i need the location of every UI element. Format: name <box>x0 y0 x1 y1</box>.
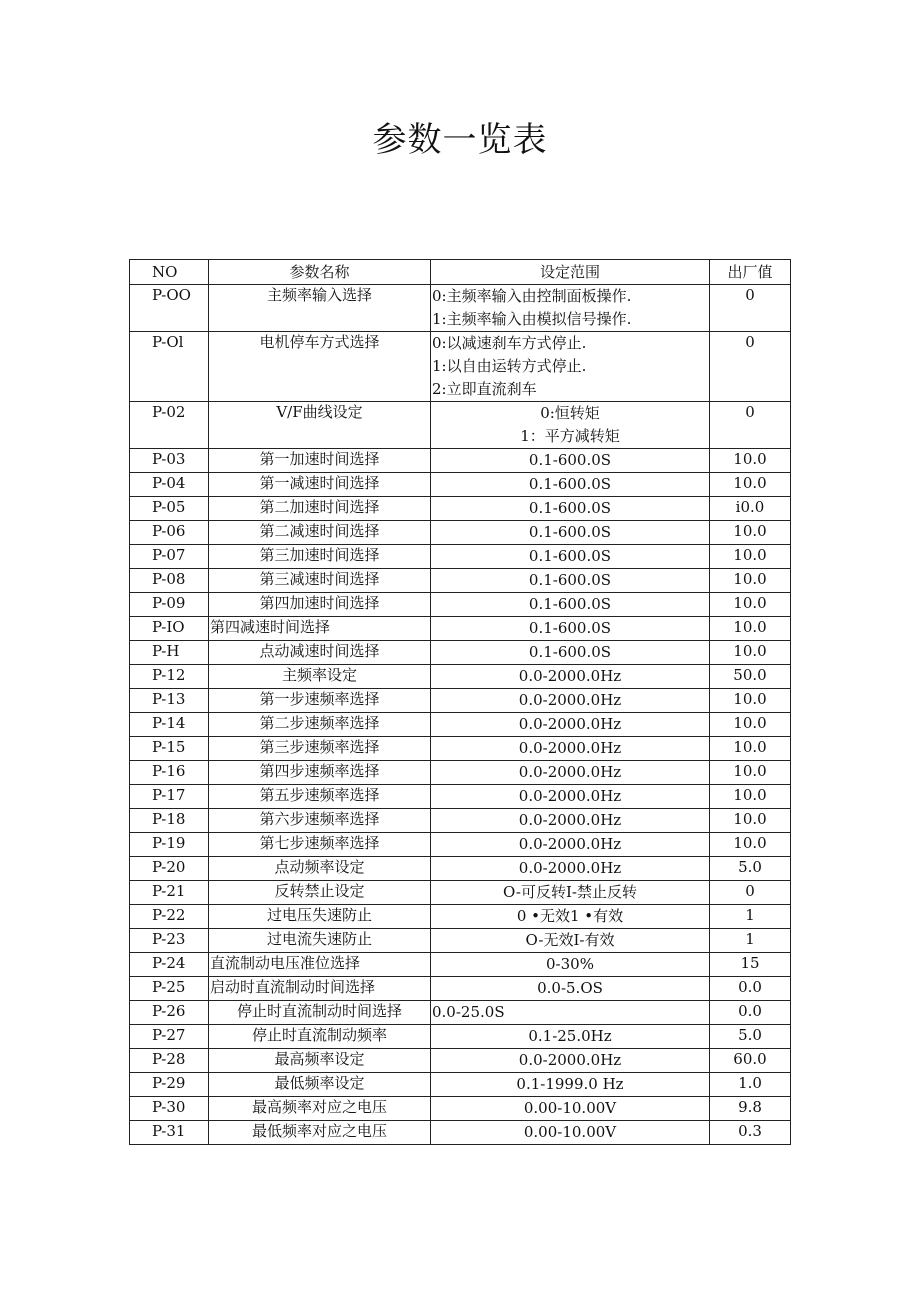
range-line: 2:立即直流刹车 <box>432 380 537 398</box>
param-name: 停止时直流制动时间选择 <box>209 1001 431 1025</box>
range-line: 0.0-2000.0Hz <box>518 691 622 709</box>
param-name: 第五步速频率选择 <box>209 785 431 809</box>
parameter-table-body <box>130 260 791 1145</box>
param-default: 5.0 <box>710 1025 791 1049</box>
range-line: 0.1-600.0S <box>528 451 612 469</box>
param-default: 10.0 <box>710 833 791 857</box>
param-default: 10.0 <box>710 785 791 809</box>
param-range <box>431 1001 710 1025</box>
param-name: 第四步速频率选择 <box>209 761 431 785</box>
header-name: 参数名称 <box>209 260 431 285</box>
param-name: 第三减速时间选择 <box>209 569 431 593</box>
param-name: 第一减速时间选择 <box>209 473 431 497</box>
range-line: 0.1-600.0S <box>528 547 612 565</box>
param-name: 主频率设定 <box>209 665 431 689</box>
table-row <box>130 593 791 617</box>
table-row <box>130 285 791 332</box>
table-row <box>130 473 791 497</box>
param-name: 最高频率对应之电压 <box>209 1097 431 1121</box>
param-no: P-26 <box>130 1001 209 1025</box>
table-row <box>130 785 791 809</box>
table-row <box>130 833 791 857</box>
param-no: P-09 <box>130 593 209 617</box>
param-default: 10.0 <box>710 617 791 641</box>
param-no: P-27 <box>130 1025 209 1049</box>
param-no: P-05 <box>130 497 209 521</box>
range-line: 0:恒转矩 <box>540 404 600 422</box>
table-row <box>130 617 791 641</box>
param-default: 0.0 <box>710 977 791 1001</box>
table-row <box>130 521 791 545</box>
table-row <box>130 1121 791 1145</box>
param-name: 过电压失速防止 <box>209 905 431 929</box>
table-row <box>130 713 791 737</box>
range-line: 0.0-2000.0Hz <box>518 763 622 781</box>
range-line: 0.1-600.0S <box>528 499 612 517</box>
parameter-table <box>129 259 791 1145</box>
range-line: 0.0-2000.0Hz <box>518 859 622 877</box>
param-name: 第四加速时间选择 <box>209 593 431 617</box>
param-range <box>431 833 710 857</box>
param-no: P-13 <box>130 689 209 713</box>
table-row <box>130 1049 791 1073</box>
range-line: 1:以自由运转方式停止. <box>432 357 587 375</box>
param-name: 点动频率设定 <box>209 857 431 881</box>
param-range <box>431 617 710 641</box>
param-range <box>431 593 710 617</box>
table-row <box>130 689 791 713</box>
param-name: 主频率输入选择 <box>209 285 431 332</box>
param-no: P-22 <box>130 905 209 929</box>
param-default: 10.0 <box>710 761 791 785</box>
table-row <box>130 569 791 593</box>
range-line: 0:以减速刹车方式停止. <box>432 334 587 352</box>
table-row <box>130 641 791 665</box>
param-name: 第二减速时间选择 <box>209 521 431 545</box>
param-range <box>431 713 710 737</box>
range-line: 0.0-25.0S <box>432 1003 505 1021</box>
param-no: P-15 <box>130 737 209 761</box>
range-line: 1:主频率输入由模拟信号操作. <box>432 310 632 328</box>
param-default: 0 <box>710 402 791 449</box>
param-no: P-03 <box>130 449 209 473</box>
param-no: P-29 <box>130 1073 209 1097</box>
range-line: 0.0-2000.0Hz <box>518 739 622 757</box>
param-range <box>431 953 710 977</box>
param-no: P-25 <box>130 977 209 1001</box>
table-row <box>130 545 791 569</box>
param-default: 10.0 <box>710 641 791 665</box>
param-name: 直流制动电压准位选择 <box>209 953 431 977</box>
param-range <box>431 809 710 833</box>
param-range <box>431 857 710 881</box>
param-name: V/F曲线设定 <box>209 402 431 449</box>
param-name: 第六步速频率选择 <box>209 809 431 833</box>
param-no: P-07 <box>130 545 209 569</box>
param-range <box>431 521 710 545</box>
range-line: 0 •无效1 •有效 <box>516 907 624 925</box>
table-row <box>130 881 791 905</box>
param-no: P-H <box>130 641 209 665</box>
range-line: O-可反转I-禁止反转 <box>503 883 637 901</box>
header-default: 出厂值 <box>710 260 791 285</box>
param-range <box>431 1025 710 1049</box>
table-row <box>130 1025 791 1049</box>
param-no: P-IO <box>130 617 209 641</box>
param-name: 最低频率设定 <box>209 1073 431 1097</box>
range-line: 0.0-2000.0Hz <box>518 835 622 853</box>
param-default: 10.0 <box>710 713 791 737</box>
param-default: 1 <box>710 929 791 953</box>
table-header-row <box>130 260 791 285</box>
param-range <box>431 1097 710 1121</box>
range-line: 0-30% <box>546 955 594 973</box>
param-no: P-24 <box>130 953 209 977</box>
param-range <box>431 332 710 402</box>
param-default: i0.0 <box>710 497 791 521</box>
range-line: 0.0-2000.0Hz <box>518 811 622 829</box>
param-range <box>431 881 710 905</box>
range-line: 0.1-600.0S <box>528 475 612 493</box>
range-line: O-无效I-有效 <box>525 931 615 949</box>
range-line: 0.0-2000.0Hz <box>518 667 622 685</box>
param-name: 启动时直流制动时间选择 <box>209 977 431 1001</box>
param-default: 10.0 <box>710 449 791 473</box>
param-no: P-31 <box>130 1121 209 1145</box>
param-no: P-17 <box>130 785 209 809</box>
table-row <box>130 809 791 833</box>
param-default: 10.0 <box>710 545 791 569</box>
param-default: 10.0 <box>710 737 791 761</box>
range-line: 0.0-2000.0Hz <box>518 715 622 733</box>
param-default: 1.0 <box>710 1073 791 1097</box>
range-line: 1：平方减转矩 <box>520 427 620 445</box>
param-default: 10.0 <box>710 569 791 593</box>
param-name: 第三加速时间选择 <box>209 545 431 569</box>
param-default: 0 <box>710 285 791 332</box>
table-row <box>130 449 791 473</box>
table-row <box>130 1073 791 1097</box>
table-row <box>130 497 791 521</box>
range-line: 0.1-600.0S <box>528 523 612 541</box>
param-name: 过电流失速防止 <box>209 929 431 953</box>
param-default: 0 <box>710 881 791 905</box>
table-row <box>130 1097 791 1121</box>
range-line: 0.1-600.0S <box>528 619 612 637</box>
range-line: 0.1-600.0S <box>528 643 612 661</box>
param-name: 停止时直流制动频率 <box>209 1025 431 1049</box>
param-default: 5.0 <box>710 857 791 881</box>
param-range <box>431 402 710 449</box>
param-name: 第一步速频率选择 <box>209 689 431 713</box>
param-default: 10.0 <box>710 473 791 497</box>
param-no: P-20 <box>130 857 209 881</box>
range-line: 0.1-600.0S <box>528 595 612 613</box>
param-name: 点动减速时间选择 <box>209 641 431 665</box>
param-no: P-23 <box>130 929 209 953</box>
param-default: 0.3 <box>710 1121 791 1145</box>
table-row <box>130 402 791 449</box>
param-no: P-16 <box>130 761 209 785</box>
param-name: 最高频率设定 <box>209 1049 431 1073</box>
table-row <box>130 665 791 689</box>
param-name: 第二加速时间选择 <box>209 497 431 521</box>
param-no: P-18 <box>130 809 209 833</box>
param-name: 电机停车方式选择 <box>209 332 431 402</box>
param-name: 最低频率对应之电压 <box>209 1121 431 1145</box>
table-row <box>130 737 791 761</box>
param-no: P-21 <box>130 881 209 905</box>
param-default: 0.0 <box>710 1001 791 1025</box>
param-range <box>431 977 710 1001</box>
param-range <box>431 449 710 473</box>
param-default: 15 <box>710 953 791 977</box>
param-range <box>431 1073 710 1097</box>
table-row <box>130 953 791 977</box>
table-row <box>130 857 791 881</box>
param-range <box>431 285 710 332</box>
param-default: 50.0 <box>710 665 791 689</box>
param-range <box>431 641 710 665</box>
table-row <box>130 977 791 1001</box>
param-range <box>431 689 710 713</box>
param-name: 第七步速频率选择 <box>209 833 431 857</box>
param-no: P-28 <box>130 1049 209 1073</box>
param-range <box>431 497 710 521</box>
param-name: 反转禁止设定 <box>209 881 431 905</box>
param-name: 第四减速时间选择 <box>209 617 431 641</box>
param-default: 10.0 <box>710 809 791 833</box>
param-default: 60.0 <box>710 1049 791 1073</box>
param-no: P-04 <box>130 473 209 497</box>
page-title: 参数一览表 <box>372 120 548 160</box>
table-row <box>130 332 791 402</box>
header-range: 设定范围 <box>431 260 710 285</box>
range-line: 0.00-10.00V <box>523 1099 617 1117</box>
param-default: 0 <box>710 332 791 402</box>
param-name: 第三步速频率选择 <box>209 737 431 761</box>
range-line: 0.0-2000.0Hz <box>518 787 622 805</box>
param-default: 9.8 <box>710 1097 791 1121</box>
param-name: 第二步速频率选择 <box>209 713 431 737</box>
param-default: 10.0 <box>710 689 791 713</box>
table-row <box>130 929 791 953</box>
range-line: 0:主频率输入由控制面板操作. <box>432 287 632 305</box>
param-no: P-19 <box>130 833 209 857</box>
param-no: P-06 <box>130 521 209 545</box>
param-no: P-08 <box>130 569 209 593</box>
param-range <box>431 905 710 929</box>
param-range <box>431 737 710 761</box>
range-line: 0.0-2000.0Hz <box>518 1051 622 1069</box>
param-default: 1 <box>710 905 791 929</box>
param-no: P-12 <box>130 665 209 689</box>
param-no: P-02 <box>130 402 209 449</box>
param-name: 第一加速时间选择 <box>209 449 431 473</box>
param-range <box>431 473 710 497</box>
table-row <box>130 1001 791 1025</box>
header-no: NO <box>130 260 209 285</box>
param-range <box>431 1121 710 1145</box>
param-range <box>431 1049 710 1073</box>
table-row <box>130 761 791 785</box>
param-default: 10.0 <box>710 521 791 545</box>
range-line: 0.00-10.00V <box>523 1123 617 1141</box>
param-no: P-14 <box>130 713 209 737</box>
param-range <box>431 569 710 593</box>
param-range <box>431 785 710 809</box>
param-no: P-30 <box>130 1097 209 1121</box>
param-default: 10.0 <box>710 593 791 617</box>
param-no: P-Ol <box>130 332 209 402</box>
range-line: 0.1-600.0S <box>528 571 612 589</box>
table-row <box>130 905 791 929</box>
range-line: 0.1-1999.0 Hz <box>516 1075 624 1093</box>
param-range <box>431 761 710 785</box>
param-range <box>431 545 710 569</box>
param-no: P-OO <box>130 285 209 332</box>
param-range <box>431 665 710 689</box>
range-line: 0.1-25.0Hz <box>528 1027 612 1045</box>
range-line: 0.0-5.OS <box>537 979 603 997</box>
param-range <box>431 929 710 953</box>
